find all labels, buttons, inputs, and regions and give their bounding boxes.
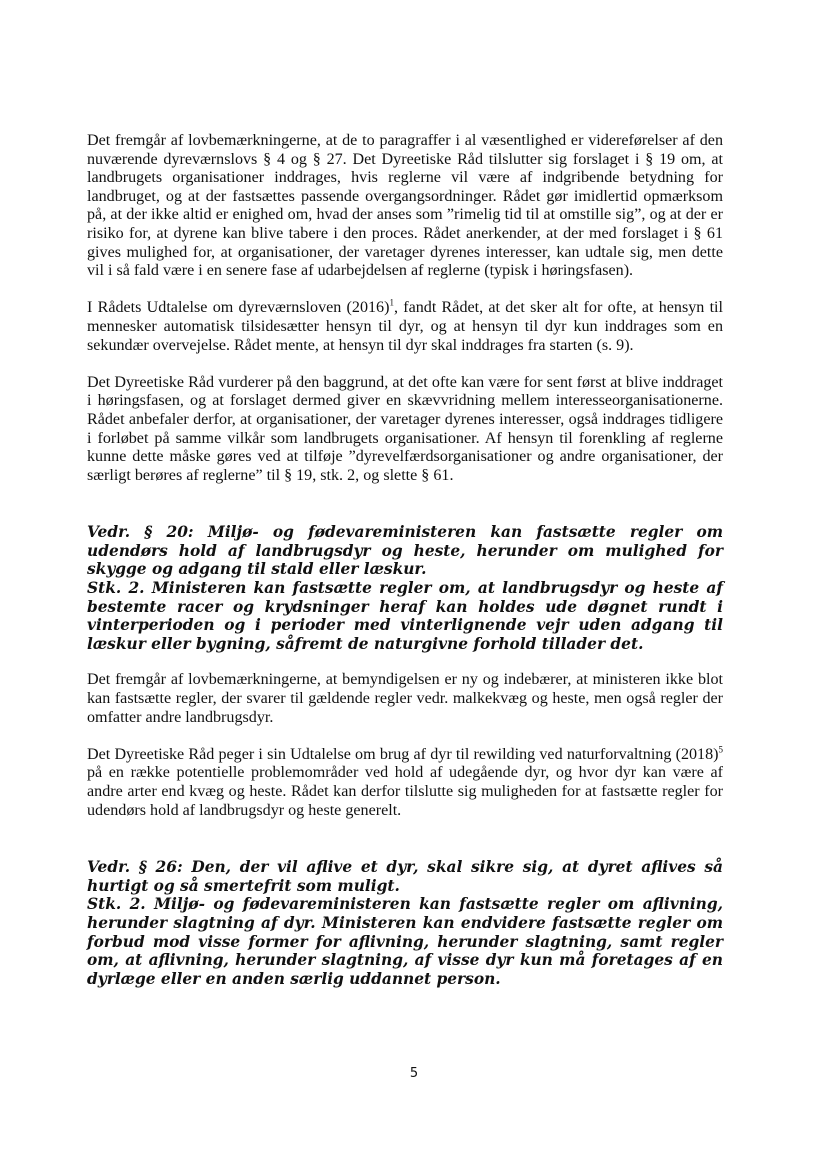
paragraph-text: , fandt Rådet, at det sker alt for ofte, at hensyn til mennesker automatisk tilsidesætter hensyn til dyr, og at hensyn til dyr kun inddrages som en sekundær overvejelse. Rådet mente, at hensyn til dyr skal inddrages fra starten (s. 9). bbox=[87, 299, 723, 354]
paragraph-rewilding bbox=[87, 746, 723, 820]
paragraph-text: på en række potentielle problemområder ved hold af udegående dyr, og hvor dyr kan være af andre arter end kvæg og heste. Rådet kan derfor tilslutte sig muligheden for at fastsætte regler for udendørs hold af landbrugsdyr og heste generelt. bbox=[87, 764, 723, 819]
paragraph-bemyndigelse: Det fremgår af lovbemærkningerne, at bemyndigelsen er ny og indebærer, at ministeren ikke blot kan fastsætte regler, der svarer til gældende regler vedr. malkekvæg og heste, men også regler der omfatter andre landbrugsdyr. bbox=[87, 671, 723, 726]
heading-line-main: Vedr. § 26: Den, der vil aflive et dyr, skal sikre sig, at dyret aflives så hurtigt og så smertefrit som muligt. bbox=[87, 858, 723, 895]
heading-line-stk2: Stk. 2. Miljø- og fødevareministeren kan fastsætte regler om aflivning, herunder slagtning af dyr. Ministeren kan endvidere fastsætte regler om forbud mod visse former for aflivning, herunder slagtning, samt regler om, at aflivning, herunder slagtning, af visse dyr kun må foretages af en dyrlæge eller en anden særlig uddannet person. bbox=[87, 895, 723, 988]
heading-line-stk2: Stk. 2. Ministeren kan fastsætte regler om, at landbrugsdyr og heste af bestemte racer og krydsninger heraf kan holdes ude døgnet rundt i vinterperioden og i perioder med vinterlignende vejr uden adgang til læskur eller bygning, såfremt de naturgivne forhold tillader det. bbox=[87, 579, 723, 653]
paragraph-raadets-udtalelse bbox=[87, 299, 723, 355]
page-number: 5 bbox=[409, 1066, 419, 1081]
paragraph-vurdering: Det Dyreetiske Råd vurderer på den baggrund, at det ofte kan være for sent først at blive inddraget i høringsfasen, og at forslaget dermed giver en skævvridning mellem interesseorganisationerne. Rådet anbefaler derfor, at organisationer, der varetager dyrenes interesser, også inddrages tidligere i forløbet på samme vilkår som landbrugets organisationer. Af hensyn til forenkling af reglerne kunne dette måske gøres ved at tilføje ”dyrevelfærdsorganisationer og andre organisationer, der særligt berøres af reglerne” til § 19, stk. 2, og slette § 61. bbox=[87, 373, 723, 484]
document-body bbox=[87, 132, 723, 988]
section-heading-paragraph-20 bbox=[87, 523, 723, 653]
footnote-marker: 5 bbox=[718, 744, 723, 755]
footnote-marker: 1 bbox=[389, 297, 394, 308]
paragraph-text: I Rådets Udtalelse om dyreværnsloven (2016) bbox=[87, 299, 390, 317]
paragraph-lovbemaerkninger-19: Det fremgår af lovbemærkningerne, at de to paragraffer i al væsentlighed er videreførelser af den nuværende dyreværnslovs § 4 og § 27. Det Dyreetiske Råd tilslutter sig forslaget i § 19 om, at landbrugets organisationer inddrages, hvis reglerne vil være af indgribende betydning for landbruget, og at der fastsættes passende overgangsordninger. Rådet gør imidlertid opmærksom på, at der ikke altid er enighed om, hvad der anses som ”rimelig tid til at omstille sig”, og at der er risiko for, at dyrene kan blive tabere i den proces. Rådet anerkender, at der med forslaget i § 61 gives mulighed for, at organisationer, der varetager dyrenes interesser, kan udtale sig, men dette vil i så fald være i en senere fase af udarbejdelsen af reglerne (typisk i høringsfasen). bbox=[87, 132, 723, 280]
section-heading-paragraph-26 bbox=[87, 858, 723, 988]
heading-line-main: Vedr. § 20: Miljø- og fødevareministeren kan fastsætte regler om udendørs hold af landbrugsdyr og heste, herunder om mulighed for skygge og adgang til stald eller læskur. bbox=[87, 523, 723, 579]
paragraph-text: Det Dyreetiske Råd peger i sin Udtalelse om brug af dyr til rewilding ved naturforvaltning (2018) bbox=[87, 745, 719, 763]
